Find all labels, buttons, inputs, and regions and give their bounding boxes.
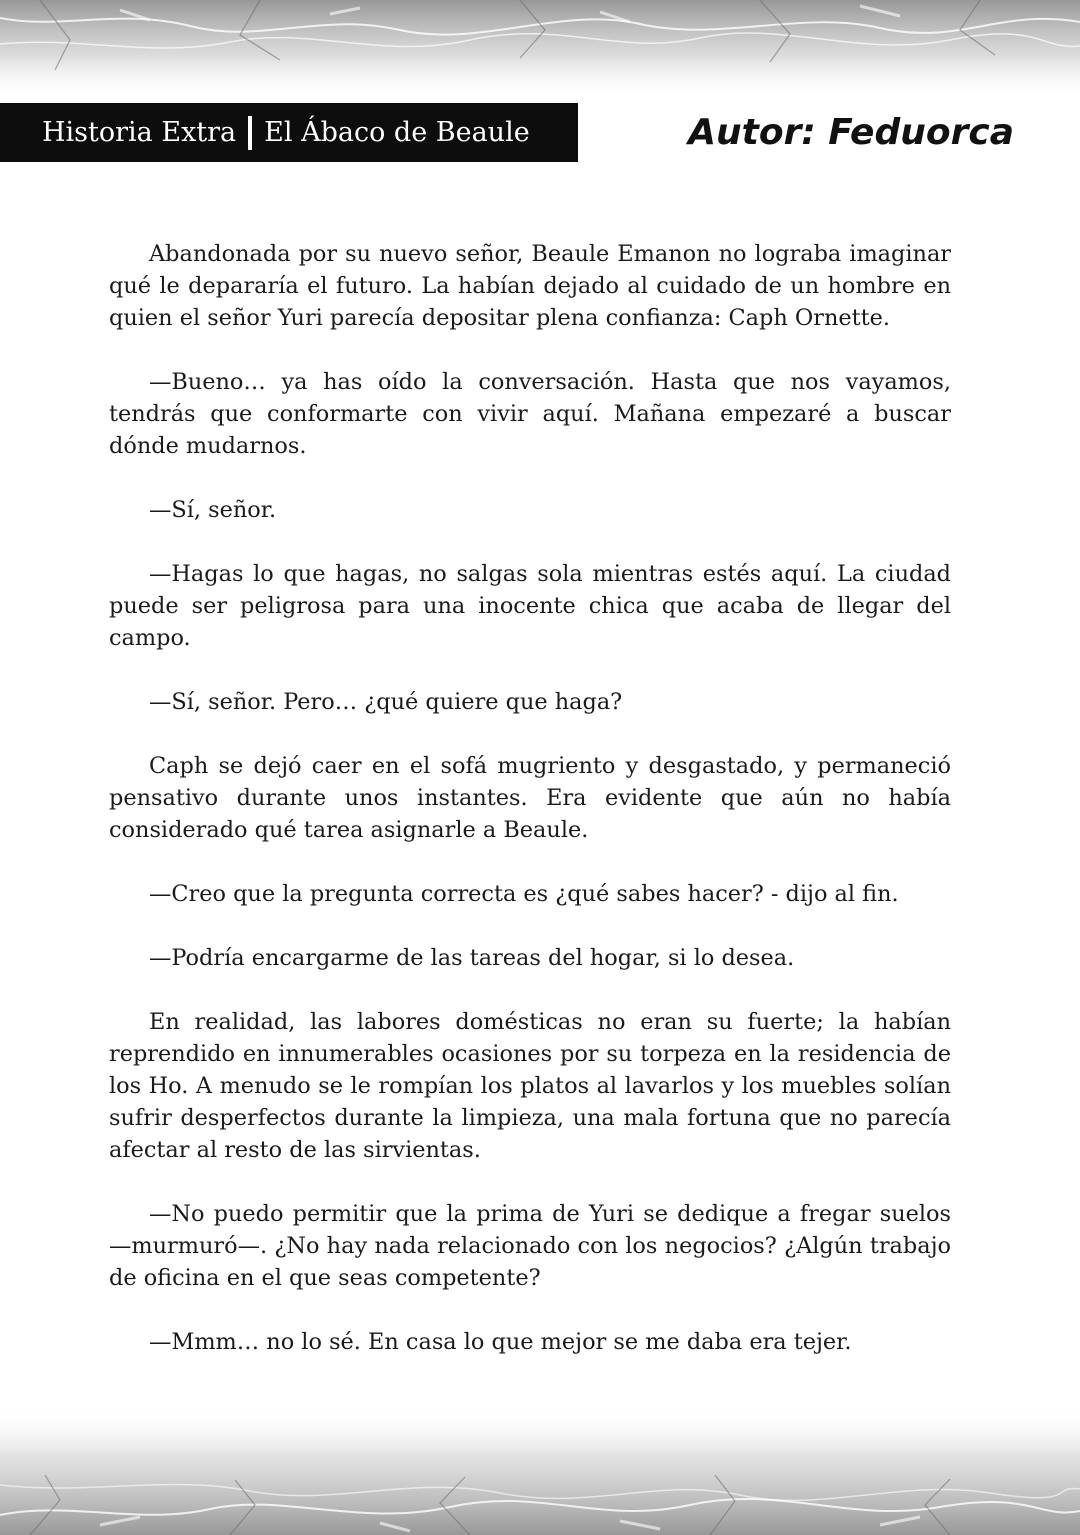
paragraph: Caph se dejó caer en el sofá mugriento y desgastado, y permaneció pensativo durante unos instantes. Era evidente que aún no había considerado qué tarea asignarle a Beaule.	[109, 753, 951, 843]
header-section-label: Historia Extra	[42, 117, 237, 148]
story-body	[109, 238, 951, 1358]
paragraph: Abandonada por su nuevo señor, Beaule Emanon no lograba imaginar qué le depararía el futuro. La habían dejado al cuidado de un hombre en quien el señor Yuri parecía depositar plena confianza: Caph Ornette.	[109, 241, 951, 331]
chapter-header-bar	[0, 103, 578, 162]
paragraph: —Podría encargarme de las tareas del hogar, si lo desea.	[149, 945, 795, 971]
paragraph: —Hagas lo que hagas, no salgas sola mientras estés aquí. La ciudad puede ser peligrosa para una inocente chica que acaba de llegar del campo.	[109, 561, 951, 651]
top-texture-decoration	[0, 0, 1080, 100]
paragraph: —Sí, señor.	[149, 497, 277, 523]
paragraph: —Sí, señor. Pero… ¿qué quiere que haga?	[149, 689, 623, 715]
paragraph: —Mmm… no lo sé. En casa lo que mejor se me daba era tejer.	[149, 1329, 852, 1355]
paragraph: —Creo que la pregunta correcta es ¿qué sabes hacer? - dijo al fin.	[149, 881, 899, 907]
bottom-texture-decoration	[0, 1405, 1080, 1535]
paragraph: —No puedo permitir que la prima de Yuri se dedique a fregar suelos —murmuró—. ¿No hay nada relacionado con los negocios? ¿Algún trabajo de oficina en el que seas competente?	[109, 1201, 951, 1291]
author-label: Autor: Feduorca	[688, 112, 1014, 153]
paragraph: En realidad, las labores domésticas no eran su fuerte; la habían reprendido en innumerables ocasiones por su torpeza en la residencia de los Ho. A menudo se le rompían los platos al lavarlos y los muebles solían sufrir desperfectos durante la limpieza, una mala fortuna que no parecía afectar al resto de las sirvientas.	[109, 1009, 951, 1163]
header-separator	[248, 116, 252, 150]
header-title: El Ábaco de Beaule	[264, 117, 530, 148]
paragraph: —Bueno… ya has oído la conversación. Hasta que nos vayamos, tendrás que conformarte con vivir aquí. Mañana empezaré a buscar dónde mudarnos.	[109, 369, 951, 459]
